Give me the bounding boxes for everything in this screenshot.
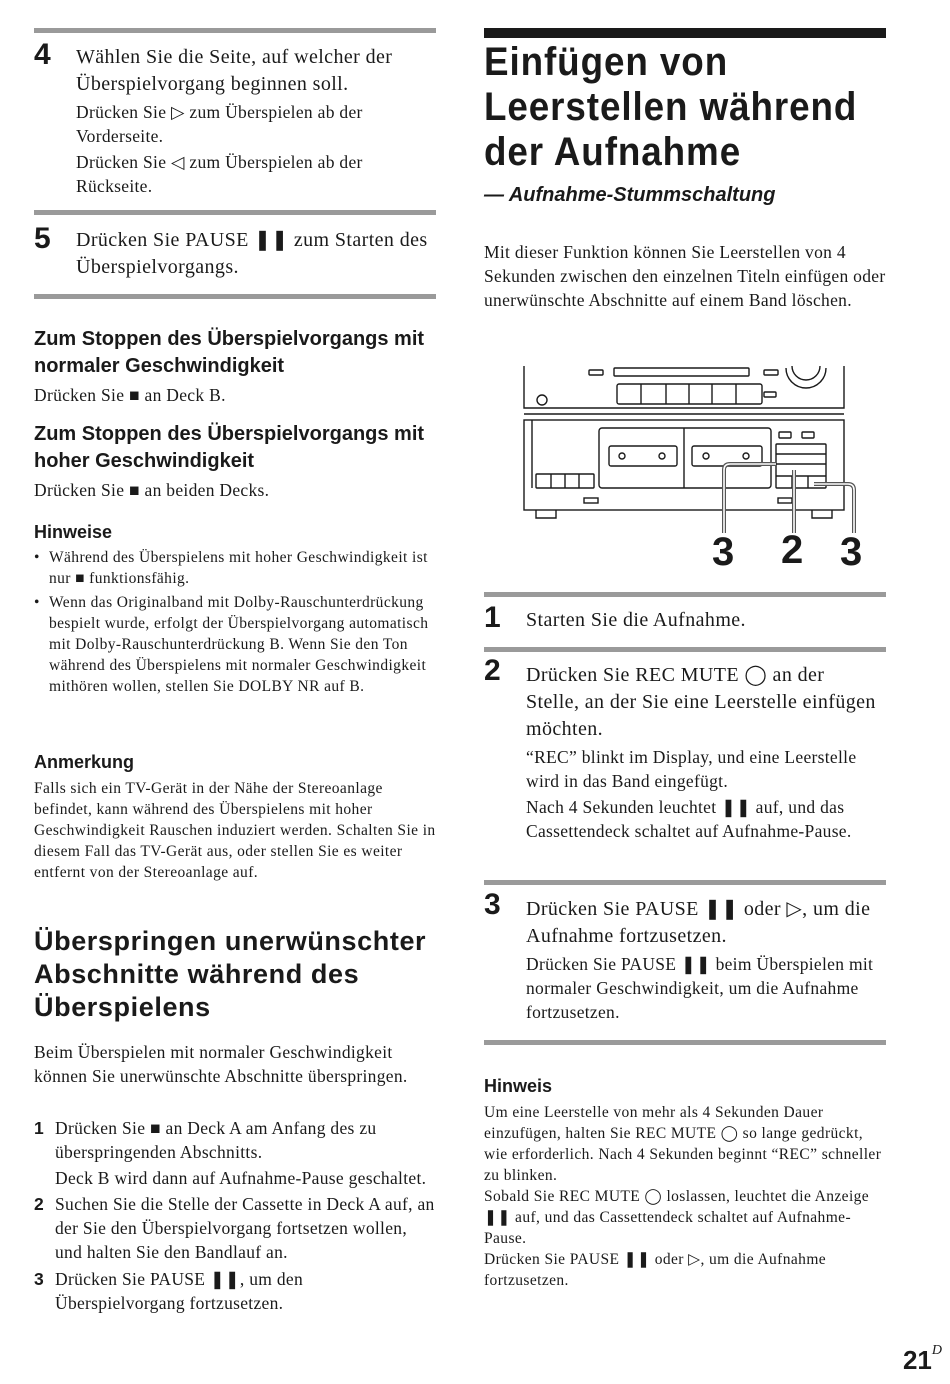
intro-text: Mit dieser Funktion können Sie Leerstellen von 4 Sekunden zwischen den einzelnen Titeln einfügen oder unerwünschte Abschnitte auf einem Band löschen.: [484, 242, 886, 310]
step-number: 2: [484, 654, 501, 687]
anmerkung-heading: Anmerkung: [34, 752, 135, 772]
step-subtext: Drücken Sie ▷ zum Überspielen ab der Vorderseite.: [76, 102, 363, 146]
step-text: Drücken Sie PAUSE ❚❚ zum Starten des Überspielvorgangs.: [76, 229, 428, 278]
divider: [484, 592, 886, 597]
stop-high-text: Drücken Sie ■ an beiden Decks.: [34, 480, 270, 500]
page-number: $21^D$: [902, 1343, 942, 1375]
divider: [34, 28, 436, 33]
step-text: Drücken Sie PAUSE ❚❚ oder ▷, um die Aufnahme fortzusetzen.: [526, 898, 871, 947]
hinweise-list: [34, 547, 436, 697]
hinweis-heading: Hinweis: [484, 1076, 553, 1096]
list-item: [34, 1116, 436, 1190]
item-text: Drücken Sie PAUSE ❚❚, um den Überspielvorgang fortzusetzen.: [55, 1269, 304, 1313]
hinweis-paragraph: Drücken Sie PAUSE ❚❚ oder ▷, um die Aufnahme fortzusetzen.: [484, 1251, 827, 1289]
divider: [484, 1040, 886, 1045]
divider: [34, 210, 436, 215]
divider: [34, 294, 436, 299]
item-text: Drücken Sie ■ an Deck A am Anfang des zu überspringenden Abschnitts.: [55, 1118, 377, 1162]
divider: [484, 880, 886, 885]
step-subtext: “REC” blinkt im Display, und eine Leerstelle wird in das Band eingefügt.: [526, 747, 857, 791]
step-subtext: Drücken Sie ◁ zum Überspielen ab der Rückseite.: [76, 152, 363, 196]
title-bar: [484, 28, 886, 38]
item-number: 2: [34, 1194, 45, 1214]
list-item: • Während des Überspielens mit hoher Geschwindigkeit ist nur ■ funktionsfähig.: [34, 547, 436, 589]
page-suffix: D: [931, 1343, 942, 1358]
skip-intro: Beim Überspielen mit normaler Geschwindigkeit können Sie unerwünschte Abschnitte überspringen.: [34, 1042, 408, 1086]
skip-steps: [34, 1116, 436, 1315]
subheading-stop-high: Zum Stoppen des Überspielvorgangs mit hoher Geschwindigkeit: [34, 423, 425, 472]
cassette-deck-illustration: [514, 358, 874, 578]
list-item: • Wenn das Originalband mit Dolby-Rauschunterdrückung bespielt wurde, erfolgt der Überspielvorgang automatisch mit Dolby-Rauschunterdrückung B. Wenn Sie den Ton während des Überspielens mit normaler Geschwindigkeit mithören wollen, stellen Sie DOLBY NR auf B.: [34, 592, 436, 697]
step-text: Starten Sie die Aufnahme.: [526, 609, 746, 631]
item-subtext: Deck B wird dann auf Aufnahme-Pause geschaltet.: [55, 1168, 427, 1188]
item-number: 1: [34, 1118, 45, 1138]
hinweise-heading: Hinweise: [34, 522, 113, 542]
hinweis-paragraph: Sobald Sie REC MUTE ◯ loslassen, leuchtet die Anzeige ❚❚ auf, und das Cassettendeck schaltet auf Aufnahme-Pause.: [484, 1188, 870, 1247]
stop-normal-text: Drücken Sie ■ an Deck B.: [34, 385, 226, 405]
callout-label: 2: [781, 528, 804, 572]
step-number: 1: [484, 601, 501, 634]
step-subtext: Nach 4 Sekunden leuchtet ❚❚ auf, und das Cassettendeck schaltet auf Aufnahme-Pause.: [526, 797, 852, 841]
item-text: Suchen Sie die Stelle der Cassette in Deck A auf, an der Sie den Überspielvorgang fortsetzen wollen, und halten Sie den Bandlauf an.: [55, 1194, 435, 1262]
item-number: 3: [34, 1269, 45, 1289]
list-item: [34, 1192, 436, 1264]
page-title: Einfügen von Leerstellen während der Aufnahme: [484, 40, 858, 174]
list-item: [34, 1267, 436, 1315]
step-text: Drücken Sie REC MUTE ◯ an der Stelle, an der Sie eine Leerstelle einfügen möchten.: [526, 664, 876, 740]
step-number: 4: [34, 38, 51, 71]
step-subtext: Drücken Sie PAUSE ❚❚ beim Überspielen mit normaler Geschwindigkeit, um die Aufnahme fortzusetzen.: [526, 954, 874, 1022]
hinweis-text: [484, 1102, 886, 1291]
step-number: 3: [484, 888, 501, 921]
hinweis-paragraph: Um eine Leerstelle von mehr als 4 Sekunden Dauer einzufügen, halten Sie REC MUTE ◯ so lange gedrückt, wie erforderlich. Nach 4 Sekunden beginnt “REC” schneller zu blinken.: [484, 1104, 882, 1184]
subheading-stop-normal: Zum Stoppen des Überspielvorgangs mit normaler Geschwindigkeit: [34, 328, 425, 377]
divider: [484, 647, 886, 652]
step-text: Wählen Sie die Seite, auf welcher der Überspielvorgang beginnen soll.: [76, 46, 393, 95]
callout-label: 3: [712, 530, 735, 574]
callout-label: 3: [840, 530, 863, 574]
anmerkung-text: Falls sich ein TV-Gerät in der Nähe der Stereoanlage befindet, kann während des Überspielens mit hoher Geschwindigkeit Rauschen induziert werden. Schalten Sie in diesem Fall das TV-Gerät aus, oder stellen Sie es weiter entfernt von der Stereoanlage auf.: [34, 780, 436, 881]
step-number: 5: [34, 222, 51, 255]
page-subtitle: — Aufnahme-Stummschaltung: [484, 184, 776, 206]
section-title-skip: Überspringen unerwünschter Abschnitte während des Überspielens: [34, 926, 427, 1022]
